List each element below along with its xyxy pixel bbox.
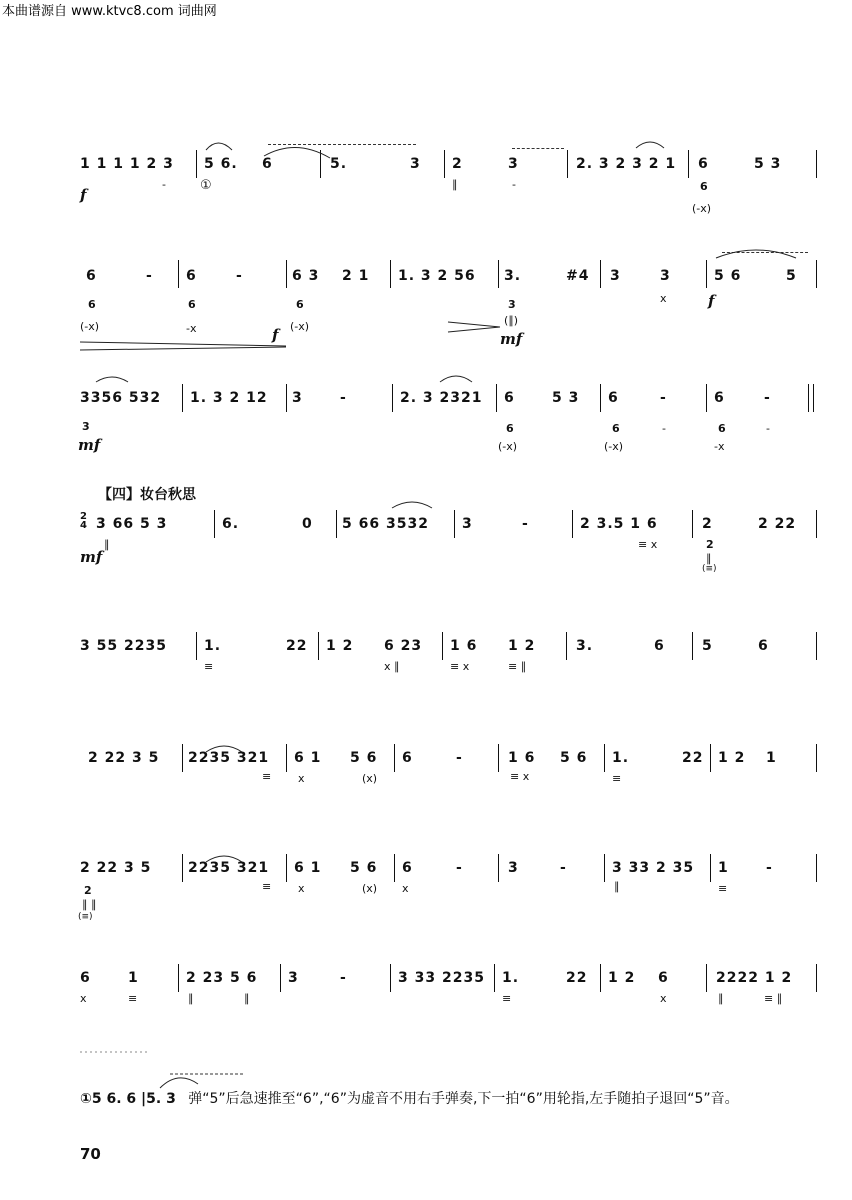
technique-marking: (≡) bbox=[702, 564, 717, 574]
notes-measure: 1 bbox=[718, 860, 729, 876]
dynamic-marking: mf bbox=[500, 330, 523, 348]
notes-measure: 1 1 1 1 2 3 bbox=[80, 156, 174, 172]
notes-measure: 2 22 3 5 bbox=[88, 750, 160, 766]
technique-marking: (x) bbox=[362, 882, 378, 895]
technique-marking: (x) bbox=[362, 772, 378, 785]
notes-measure: 6 1 bbox=[294, 750, 322, 766]
notes-measure: 5 bbox=[702, 638, 713, 654]
notes-measure: 5. bbox=[330, 156, 348, 172]
footnote bbox=[80, 1086, 820, 1112]
notes-measure: 22 bbox=[566, 970, 588, 986]
notes-measure: 3 bbox=[292, 390, 303, 406]
dynamic-marking: f bbox=[80, 186, 87, 204]
technique-marking: ≡ bbox=[718, 882, 728, 895]
notes-measure: 6 bbox=[654, 638, 665, 654]
notes-measure: 2235 321 bbox=[188, 750, 270, 766]
slur bbox=[206, 746, 242, 752]
footnote-example: ①5 6. 6 |5. 3 bbox=[80, 1091, 176, 1107]
notes-measure: 1 2 bbox=[508, 638, 536, 654]
notes-measure: 1. 3 2 56 bbox=[398, 268, 476, 284]
notes-measure: 1 6 bbox=[508, 750, 536, 766]
fingering-marking: (-x) bbox=[604, 440, 624, 453]
notes-measure: 6 bbox=[758, 638, 769, 654]
technique-marking: (≡) bbox=[78, 912, 93, 922]
footnote-text: 弹“5”后急速推至“6”,“6”为虚音不用右手弹奏,下一拍“6”用轮指,左手随拍子退回“5”音。 bbox=[188, 1091, 739, 1107]
notes-measure: 2235 321 bbox=[188, 860, 270, 876]
notes-measure: 3 66 5 3 bbox=[96, 516, 168, 532]
fingering-marking: - bbox=[766, 422, 770, 435]
slur bbox=[206, 143, 232, 150]
technique-marking: ∥ ∥ bbox=[82, 898, 97, 911]
notes-measure: 1 2 bbox=[608, 970, 636, 986]
notes-measure: 6 23 bbox=[384, 638, 423, 654]
notes-measure: 3 55 2235 bbox=[80, 638, 167, 654]
notes-measure: - bbox=[660, 390, 667, 406]
notes-measure: #4 bbox=[566, 268, 590, 284]
fingering-marking: 6 bbox=[506, 422, 514, 435]
slur bbox=[206, 856, 242, 862]
slur bbox=[440, 376, 472, 382]
slur bbox=[636, 142, 664, 148]
slur bbox=[264, 147, 330, 158]
notes-measure: 3 bbox=[508, 156, 519, 172]
technique-marking: - bbox=[162, 178, 166, 191]
notes-measure: 5 3 bbox=[552, 390, 580, 406]
notes-measure: 3 bbox=[462, 516, 473, 532]
fingering-marking: 6 bbox=[188, 298, 196, 311]
notes-measure: 5 6 bbox=[560, 750, 588, 766]
notes-measure: 5 6 bbox=[350, 750, 378, 766]
fingering-marking: 6 bbox=[296, 298, 304, 311]
notes-measure: 3356 532 bbox=[80, 390, 162, 406]
notes-measure: 2. 3 2 3 2 1 bbox=[576, 156, 677, 172]
time-signature-top: 2 bbox=[80, 511, 87, 522]
technique-marking: x bbox=[660, 292, 667, 305]
notes-measure: 3 33 2 35 bbox=[612, 860, 695, 876]
fingering-marking: 6 bbox=[88, 298, 96, 311]
fingering-marking: (-x) bbox=[80, 320, 100, 333]
notes-measure: 6 3 bbox=[292, 268, 320, 284]
technique-marking: ≡ bbox=[128, 992, 138, 1005]
technique-marking: ≡ ∥ bbox=[764, 992, 783, 1005]
notes-measure: - bbox=[560, 860, 567, 876]
notes-measure: 6 bbox=[504, 390, 515, 406]
notes-measure: 3 bbox=[288, 970, 299, 986]
technique-marking: ≡ x bbox=[450, 660, 470, 673]
fingering-marking: 2 bbox=[706, 538, 714, 551]
source-watermark: 本曲谱源自 www.ktvc8.com 词曲网 bbox=[2, 4, 217, 19]
dynamic-marking: mf bbox=[78, 436, 101, 454]
notes-measure: 5 6. bbox=[204, 156, 238, 172]
technique-marking: ≡ bbox=[204, 660, 214, 673]
notes-measure: - bbox=[456, 860, 463, 876]
fingering-marking: -x bbox=[186, 322, 197, 335]
notes-measure: 22 bbox=[682, 750, 704, 766]
notes-measure: - bbox=[146, 268, 153, 284]
fingering-marking: -x bbox=[714, 440, 725, 453]
notes-measure: 2 23 5 6 bbox=[186, 970, 258, 986]
technique-marking: ∥ bbox=[452, 178, 458, 191]
notes-measure: 1 bbox=[128, 970, 139, 986]
technique-marking: x ∥ bbox=[384, 660, 400, 673]
notes-measure: - bbox=[766, 860, 773, 876]
notes-measure: 2 bbox=[702, 516, 713, 532]
technique-marking: ≡ bbox=[502, 992, 512, 1005]
fingering-marking: 6 bbox=[700, 180, 708, 193]
notes-measure: 1. bbox=[204, 638, 222, 654]
notes-measure: 2 22 bbox=[758, 516, 797, 532]
notes-measure: 3 bbox=[660, 268, 671, 284]
notes-measure: 3 bbox=[410, 156, 421, 172]
crescendo-hairpin bbox=[448, 322, 500, 327]
notes-measure: 2 1 bbox=[342, 268, 370, 284]
fingering-marking: (-x) bbox=[498, 440, 518, 453]
notes-measure: 6 bbox=[714, 390, 725, 406]
notes-measure: 0 bbox=[302, 516, 313, 532]
notes-measure: - bbox=[236, 268, 243, 284]
notes-measure: 1. bbox=[612, 750, 630, 766]
technique-marking: ≡ x bbox=[510, 770, 530, 783]
fingering-marking: (-x) bbox=[290, 320, 310, 333]
technique-marking: ≡ bbox=[262, 880, 272, 893]
decrescendo-hairpin bbox=[80, 342, 286, 346]
notes-measure: - bbox=[456, 750, 463, 766]
notes-measure: 1 bbox=[766, 750, 777, 766]
notes-measure: 6 bbox=[262, 156, 273, 172]
technique-marking: ≡ ∥ bbox=[508, 660, 527, 673]
notes-measure: 5 6 bbox=[714, 268, 742, 284]
notes-measure: 6 bbox=[402, 750, 413, 766]
notes-measure: 5 bbox=[786, 268, 797, 284]
technique-marking: - bbox=[512, 178, 516, 191]
technique-marking: x bbox=[298, 772, 305, 785]
technique-marking: ∥ bbox=[104, 538, 110, 551]
fingering-marking: 3 bbox=[82, 420, 90, 433]
notes-measure: 6 bbox=[658, 970, 669, 986]
crescendo-hairpin bbox=[448, 327, 500, 332]
notes-measure: 6 bbox=[80, 970, 91, 986]
technique-marking: ∥ bbox=[706, 552, 712, 565]
dynamic-marking: mf bbox=[80, 548, 103, 566]
fingering-marking: 3 bbox=[508, 298, 516, 311]
technique-marking: ∥ bbox=[718, 992, 724, 1005]
notes-measure: 1. 3 2 12 bbox=[190, 390, 268, 406]
notes-measure: 2222 1 2 bbox=[716, 970, 793, 986]
notes-measure: 6 bbox=[402, 860, 413, 876]
technique-marking: x bbox=[298, 882, 305, 895]
notes-measure: 6 bbox=[608, 390, 619, 406]
notes-measure: - bbox=[522, 516, 529, 532]
decrescendo-hairpin bbox=[80, 347, 286, 350]
notes-measure: 1. bbox=[502, 970, 520, 986]
notes-measure: 6 bbox=[86, 268, 97, 284]
technique-marking: x bbox=[80, 992, 87, 1005]
technique-marking: x bbox=[660, 992, 667, 1005]
notes-measure: 5 3 bbox=[754, 156, 782, 172]
section-title: 【四】妆台秋思 bbox=[98, 487, 196, 503]
fingering-marking: (-x) bbox=[692, 202, 712, 215]
notes-measure: 6 bbox=[698, 156, 709, 172]
notes-measure: 3 33 2235 bbox=[398, 970, 485, 986]
technique-marking: ∥ bbox=[188, 992, 194, 1005]
technique-marking: ∥ bbox=[244, 992, 250, 1005]
notes-measure: - bbox=[764, 390, 771, 406]
page-number: 70 bbox=[80, 1145, 101, 1163]
notes-measure: 5 66 3532 bbox=[342, 516, 429, 532]
fingering-marking: 2 bbox=[84, 884, 92, 897]
notes-measure: 5 6 bbox=[350, 860, 378, 876]
notes-measure: 6 bbox=[186, 268, 197, 284]
slur bbox=[96, 377, 128, 382]
notes-measure: 2 bbox=[452, 156, 463, 172]
technique-marking: ≡ x bbox=[638, 538, 658, 551]
notes-measure: 22 bbox=[286, 638, 308, 654]
technique-marking: x bbox=[402, 882, 409, 895]
notes-measure: 1 6 bbox=[450, 638, 478, 654]
technique-marking: ≡ bbox=[262, 770, 272, 783]
notes-measure: 1 2 bbox=[718, 750, 746, 766]
notes-measure: 3 bbox=[508, 860, 519, 876]
notes-measure: 2 3.5 1 6 bbox=[580, 516, 658, 532]
notes-measure: 6. bbox=[222, 516, 240, 532]
notes-measure: - bbox=[340, 970, 347, 986]
dynamic-marking: f bbox=[272, 326, 279, 344]
notes-measure: - bbox=[340, 390, 347, 406]
fingering-marking: 6 bbox=[718, 422, 726, 435]
notes-measure: 2 22 3 5 bbox=[80, 860, 152, 876]
notes-measure: 1 2 bbox=[326, 638, 354, 654]
slur bbox=[392, 502, 432, 508]
notes-measure: 3. bbox=[576, 638, 594, 654]
slur bbox=[716, 250, 796, 258]
technique-marking: ∥ bbox=[614, 880, 620, 893]
notes-measure: 6 1 bbox=[294, 860, 322, 876]
dynamic-marking: f bbox=[708, 292, 715, 310]
fingering-marking: - bbox=[662, 422, 666, 435]
fingering-marking: 6 bbox=[612, 422, 620, 435]
notes-measure: 3. bbox=[504, 268, 522, 284]
notes-measure: 3 bbox=[610, 268, 621, 284]
fingering-marking: (∥) bbox=[504, 314, 519, 327]
technique-marking: ≡ bbox=[612, 772, 622, 785]
time-signature-bottom: 4 bbox=[80, 520, 87, 531]
string-marking: ① bbox=[200, 178, 212, 193]
notes-measure: 2. 3 2321 bbox=[400, 390, 483, 406]
